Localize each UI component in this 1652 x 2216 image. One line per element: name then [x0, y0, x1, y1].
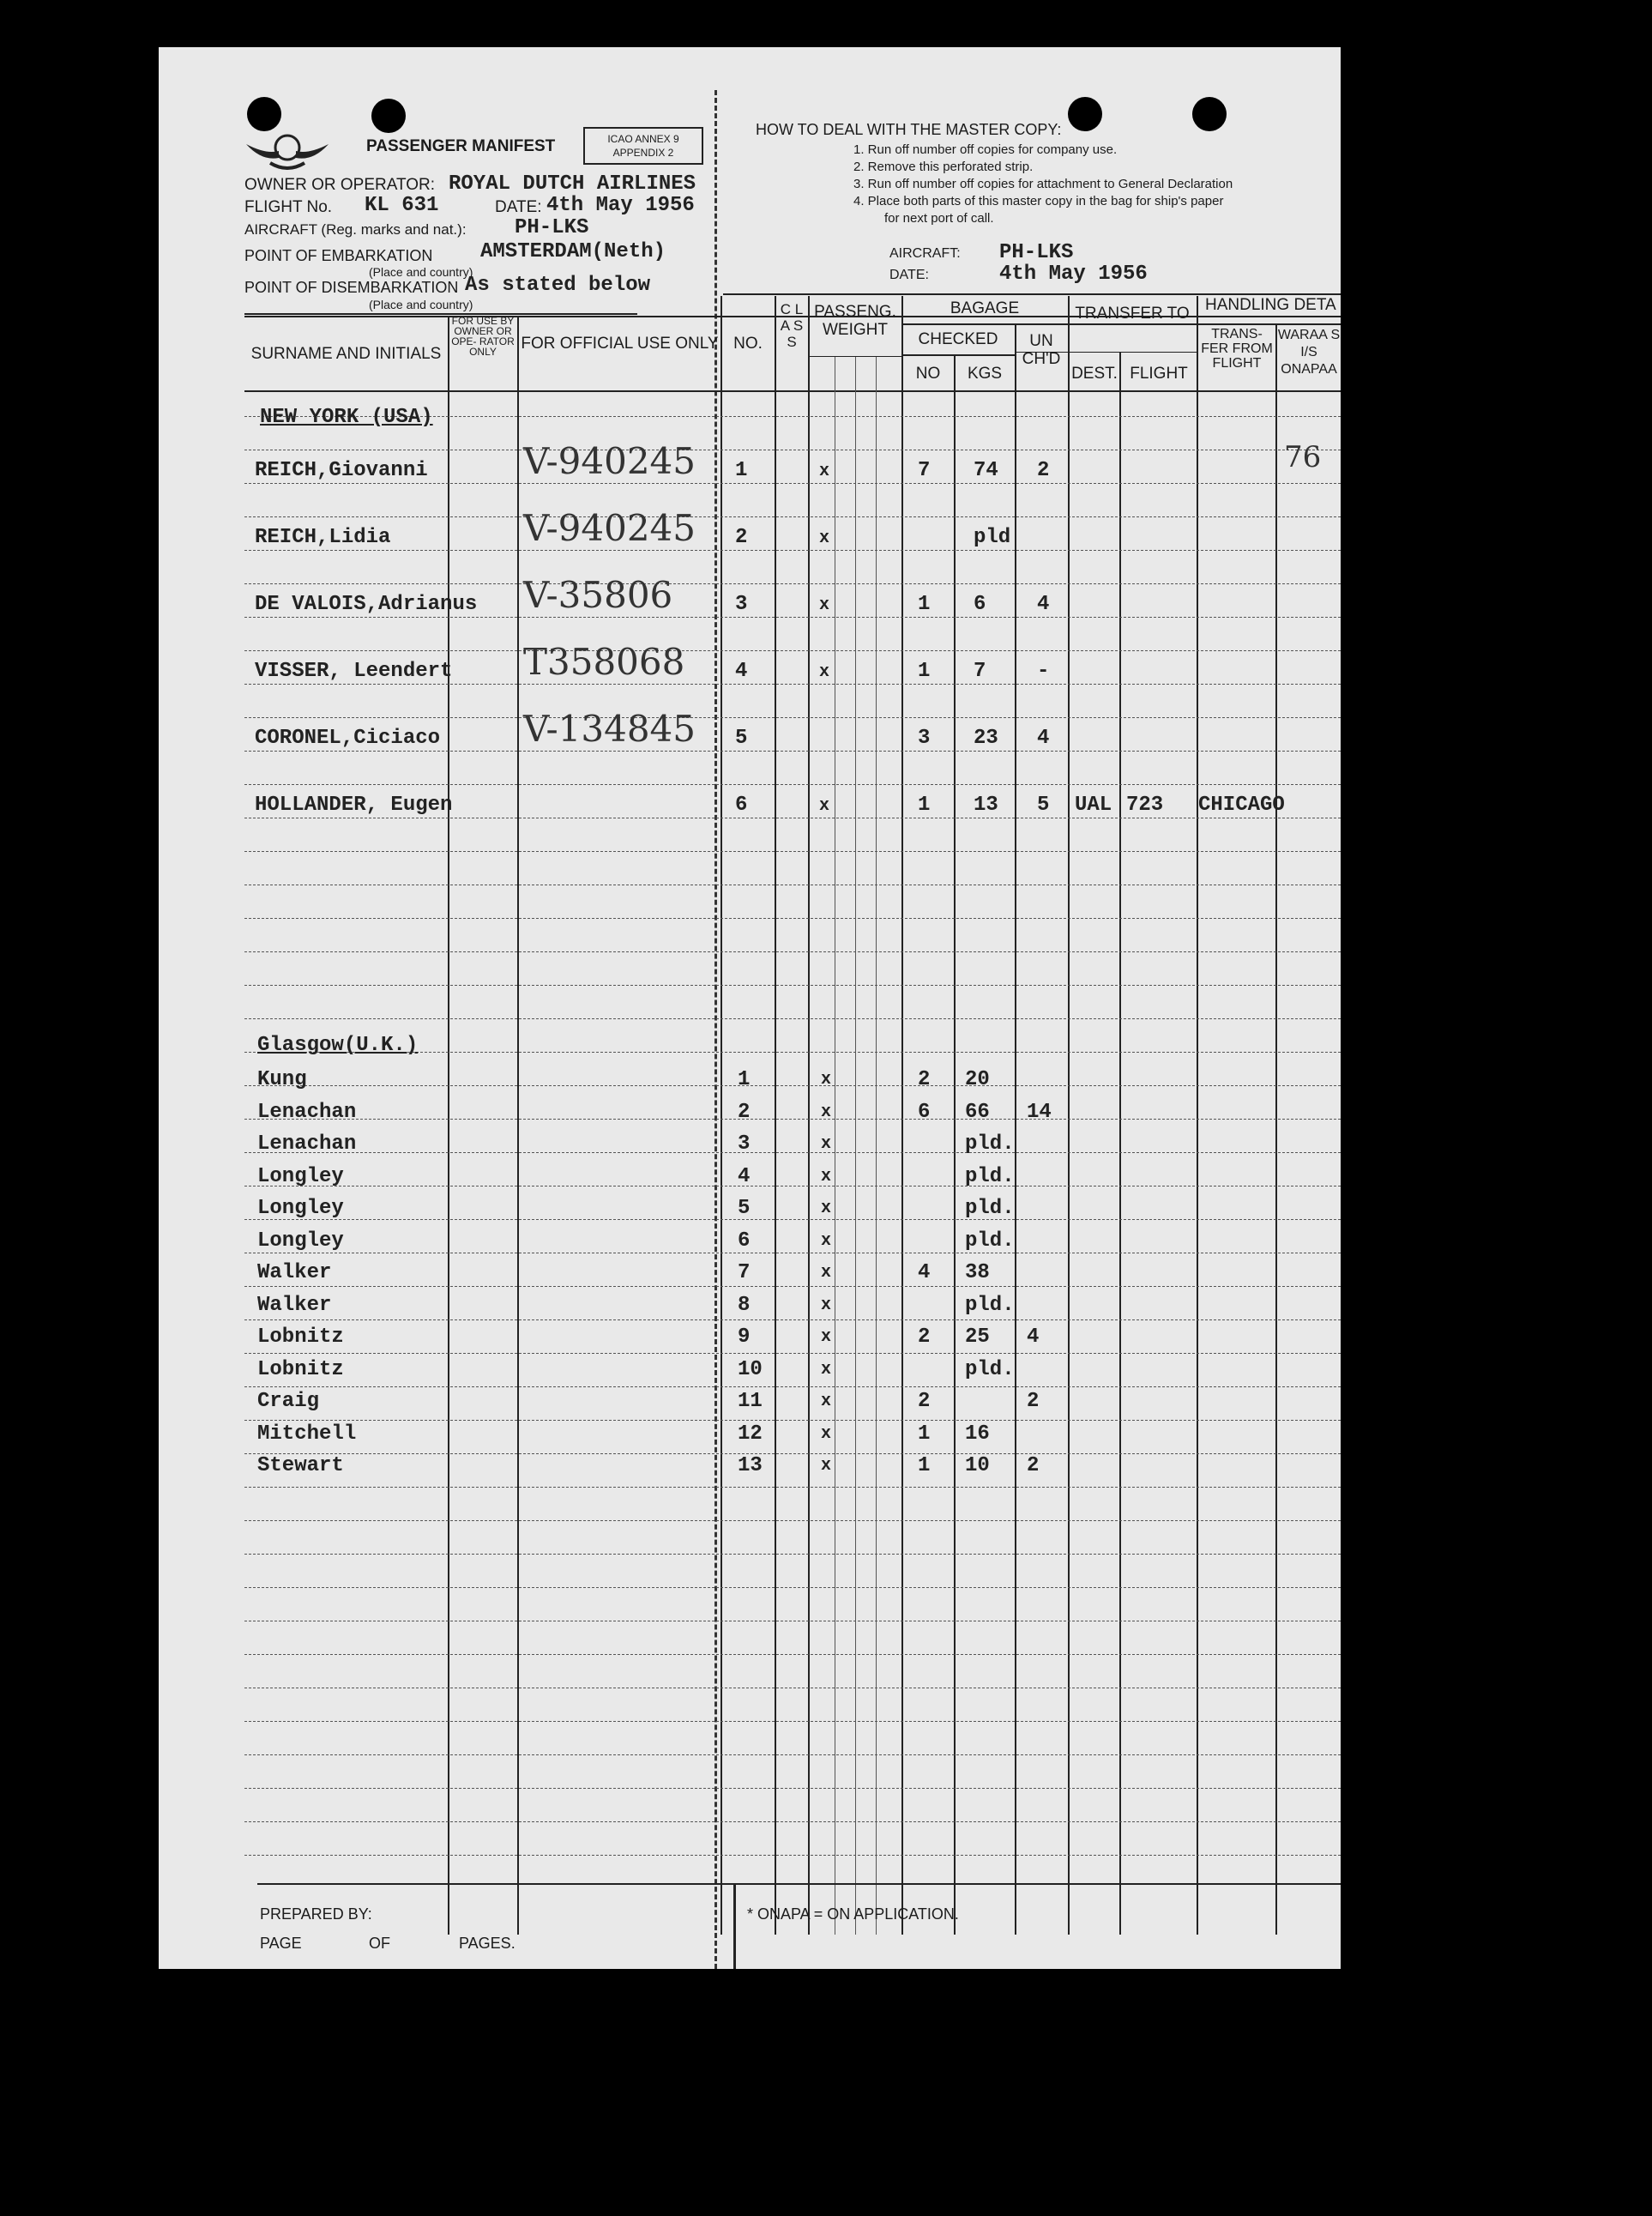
col-line — [1197, 296, 1198, 1935]
official-number: V-940245 — [523, 507, 696, 549]
col-line — [720, 296, 722, 1935]
col-line — [1275, 323, 1277, 1935]
icao-box: ICAO ANNEX 9 APPENDIX 2 — [583, 127, 703, 165]
passenger-name: REICH,Lidia — [255, 526, 391, 549]
passenger-no: 1 — [738, 1068, 751, 1091]
pages-label: PAGES. — [459, 1935, 515, 1952]
col-trans-from: TRANS- FER FROM FLIGHT — [1201, 327, 1273, 371]
bag-count: 1 — [918, 1454, 931, 1477]
place-country-note: (Place and country) — [369, 265, 473, 279]
bag-count: 2 — [918, 1068, 931, 1091]
row-guide-line — [244, 717, 1341, 718]
aircraft-value: PH-LKS — [515, 216, 589, 239]
transfer-flight: 723 — [1126, 794, 1164, 817]
section-heading: Glasgow(U.K.) — [257, 1034, 419, 1057]
flight-value: KL 631 — [365, 194, 439, 217]
flight-label: FLIGHT No. — [244, 198, 333, 216]
section-heading: NEW YORK (USA) — [260, 406, 433, 429]
punch-hole — [247, 97, 281, 131]
instr-aircraft-value: PH-LKS — [999, 241, 1074, 264]
page-label: PAGE — [260, 1935, 302, 1952]
passenger-name: Lenachan — [257, 1132, 357, 1156]
weight-mark: x — [821, 1166, 832, 1186]
passenger-no: 1 — [735, 459, 748, 482]
row-guide-line — [244, 1353, 1341, 1354]
bag-count: 2 — [918, 1390, 931, 1413]
bag-unchecked: 2 — [1027, 1454, 1040, 1477]
weight-mark: x — [819, 595, 830, 615]
embark-value: AMSTERDAM(Neth) — [480, 240, 666, 263]
col-line — [1119, 353, 1121, 1935]
row-guide-line — [244, 684, 1341, 685]
row-guide-line — [244, 516, 1341, 517]
col-flight: FLIGHT — [1130, 365, 1188, 383]
row-guide-line — [244, 650, 1341, 651]
weight-mark: x — [821, 1102, 832, 1122]
passenger-no: 3 — [738, 1132, 751, 1156]
col-waraa: WARAA S I/S ONAPAA — [1277, 328, 1341, 377]
instr-date-label: DATE: — [889, 268, 929, 282]
date-label: DATE: — [495, 198, 542, 216]
instr-aircraft-label: AIRCRAFT: — [889, 246, 961, 261]
bag-kgs: pld. — [965, 1229, 1015, 1253]
col-dest: DEST. — [1071, 365, 1118, 383]
aircraft-label: AIRCRAFT (Reg. marks and nat.): — [244, 221, 467, 238]
divider — [808, 356, 901, 357]
col-bag-no: NO — [915, 365, 941, 383]
official-number: V-134845 — [523, 708, 696, 750]
passenger-name: VISSER, Leendert — [255, 660, 453, 683]
row-guide-line — [244, 1119, 1341, 1120]
row-guide-line — [244, 1654, 1341, 1655]
col-kgs: KGS — [967, 365, 1003, 383]
bag-kgs: 74 — [974, 459, 998, 482]
col-checked: CHECKED — [918, 330, 998, 348]
bag-kgs: 66 — [965, 1100, 990, 1124]
col-line — [1068, 296, 1070, 1935]
passenger-name: Longley — [257, 1229, 344, 1253]
divider — [244, 313, 637, 315]
bag-unchecked: 2 — [1027, 1390, 1040, 1413]
bag-kgs: pld. — [965, 1357, 1015, 1381]
divider — [901, 323, 1341, 325]
row-guide-line — [244, 1554, 1341, 1555]
handling-number: 76 — [1284, 440, 1322, 474]
col-surname: SURNAME AND INITIALS — [250, 345, 442, 363]
instruction-item: 3. Run off number off copies for attachment to General Declaration — [853, 177, 1233, 191]
punch-hole — [1068, 97, 1102, 131]
row-guide-line — [244, 918, 1341, 919]
disembark-value: As stated below — [465, 274, 651, 297]
table-header-bottom — [244, 390, 1341, 392]
row-guide-line — [244, 1152, 1341, 1153]
transfer-dest: UAL — [1075, 794, 1112, 817]
bag-kgs: 25 — [965, 1325, 990, 1349]
row-guide-line — [244, 784, 1341, 785]
passenger-name: DE VALOIS,Adrianus — [255, 593, 478, 616]
bag-unchecked: 4 — [1037, 727, 1050, 750]
bag-count: 3 — [918, 727, 931, 750]
bag-unchecked: 4 — [1027, 1325, 1040, 1349]
row-guide-line — [244, 751, 1341, 752]
weight-mark: x — [821, 1456, 832, 1476]
passenger-name: HOLLANDER, Eugen — [255, 794, 453, 817]
passenger-no: 6 — [738, 1229, 751, 1253]
col-no: NO. — [733, 335, 763, 353]
weight-mark: x — [821, 1134, 832, 1154]
row-guide-line — [244, 1855, 1341, 1856]
passenger-no: 13 — [738, 1454, 763, 1477]
official-number: V-940245 — [523, 440, 696, 482]
row-guide-line — [244, 1219, 1341, 1220]
bag-count: 2 — [918, 1325, 931, 1349]
row-guide-line — [244, 483, 1341, 484]
instructions-list — [853, 142, 1341, 227]
passenger-no: 2 — [738, 1100, 751, 1124]
weight-mark: x — [821, 1199, 832, 1218]
bag-kgs: 7 — [974, 660, 986, 683]
weight-mark: x — [821, 1392, 832, 1411]
bag-count: 6 — [918, 1100, 931, 1124]
bag-kgs: 23 — [974, 727, 998, 750]
instr-date-value: 4th May 1956 — [999, 263, 1148, 286]
passenger-no: 5 — [738, 1197, 751, 1220]
onapa-note: * ONAPA = ON APPLICATION. — [747, 1905, 959, 1923]
bag-kgs: 6 — [974, 593, 986, 616]
passenger-no: 11 — [738, 1390, 763, 1413]
row-guide-line — [244, 550, 1341, 551]
passenger-name: CORONEL,Ciciaco — [255, 727, 441, 750]
bag-unchecked: 2 — [1037, 459, 1050, 482]
bag-count: 1 — [918, 794, 931, 817]
bag-kgs: 20 — [965, 1068, 990, 1091]
weight-mark: x — [819, 662, 830, 682]
row-guide-line — [244, 583, 1341, 584]
passenger-name: Longley — [257, 1197, 344, 1220]
instruction-item: for next port of call. — [884, 211, 994, 226]
passenger-no: 9 — [738, 1325, 751, 1349]
date-value: 4th May 1956 — [546, 194, 695, 217]
row-guide-line — [244, 851, 1341, 852]
passenger-name: Kung — [257, 1068, 307, 1091]
col-line — [808, 296, 810, 1935]
instructions-title: HOW TO DEAL WITH THE MASTER COPY: — [756, 121, 1062, 138]
transfer-from: CHICAGO — [1198, 794, 1285, 817]
embark-label: POINT OF EMBARKATION — [244, 247, 433, 264]
col-line — [517, 316, 519, 1935]
passenger-no: 3 — [735, 593, 748, 616]
weight-mark: x — [821, 1263, 832, 1283]
col-handling: HANDLING DETA — [1205, 296, 1336, 314]
row-guide-line — [244, 985, 1341, 986]
weight-mark: x — [819, 462, 830, 481]
bag-kgs: 16 — [965, 1422, 990, 1446]
manifest-page — [159, 47, 1341, 1969]
passenger-name: Stewart — [257, 1454, 344, 1477]
row-guide-line — [244, 1788, 1341, 1789]
passenger-name: REICH,Giovanni — [255, 459, 428, 482]
instruction-item: 1. Run off number off copies for company use. — [853, 142, 1118, 157]
col-line — [876, 356, 877, 1935]
passenger-no: 7 — [738, 1261, 751, 1284]
punch-hole — [371, 99, 406, 133]
bag-kgs: pld. — [965, 1293, 1015, 1317]
bag-unchecked: - — [1037, 660, 1050, 683]
weight-mark: x — [819, 528, 830, 548]
weight-mark: x — [821, 1423, 832, 1444]
bag-count: 1 — [918, 593, 931, 616]
bag-unchecked: 14 — [1027, 1100, 1052, 1124]
weight-mark: x — [821, 1295, 832, 1315]
row-guide-line — [244, 617, 1341, 618]
row-guide-line — [244, 1487, 1341, 1488]
weight-mark: x — [819, 796, 830, 816]
row-guide-line — [244, 951, 1341, 952]
bag-kgs: pld — [974, 526, 1011, 549]
passenger-name: Mitchell — [257, 1422, 357, 1446]
col-line — [1015, 323, 1016, 1935]
row-guide-line — [244, 1085, 1341, 1086]
weight-mark: x — [821, 1230, 832, 1251]
col-class: C L A S S — [780, 301, 804, 350]
passenger-name: Lobnitz — [257, 1357, 344, 1381]
bag-count: 4 — [918, 1261, 931, 1284]
passenger-no: 10 — [738, 1357, 763, 1381]
row-guide-line — [244, 1821, 1341, 1822]
passenger-name: Walker — [257, 1261, 332, 1284]
row-guide-line — [244, 1587, 1341, 1588]
instruction-item: 2. Remove this perforated strip. — [853, 160, 1034, 174]
col-line — [775, 296, 776, 1935]
weight-mark: x — [821, 1327, 832, 1347]
passenger-no: 5 — [735, 727, 748, 750]
col-unchd: UN CH'D — [1022, 332, 1061, 368]
bag-kgs: 10 — [965, 1454, 990, 1477]
passenger-no: 4 — [738, 1164, 751, 1188]
row-guide-line — [244, 1420, 1341, 1421]
col-weight: PASSENG. WEIGHT — [814, 303, 896, 339]
col-line — [855, 356, 856, 1935]
official-number: V-35806 — [523, 574, 673, 616]
place-country-note: (Place and country) — [369, 298, 473, 311]
official-number: T358068 — [523, 641, 685, 683]
row-guide-line — [244, 1721, 1341, 1722]
prepared-by-label: PREPARED BY: — [260, 1905, 372, 1923]
passenger-name: Craig — [257, 1390, 320, 1413]
klm-logo-icon — [244, 129, 330, 176]
col-baggage: BAGAGE — [950, 299, 1020, 317]
col-line — [448, 316, 449, 1935]
passenger-no: 2 — [735, 526, 748, 549]
passenger-name: Lenachan — [257, 1100, 357, 1124]
weight-mark: x — [821, 1070, 832, 1090]
weight-mark: x — [821, 1359, 832, 1380]
row-guide-line — [244, 1386, 1341, 1387]
row-guide-line — [244, 1754, 1341, 1755]
bag-unchecked: 5 — [1037, 794, 1050, 817]
manifest-title: PASSENGER MANIFEST — [366, 137, 556, 155]
row-guide-line — [244, 1018, 1341, 1019]
row-guide-line — [244, 1319, 1341, 1320]
col-owner-use: FOR USE BY OWNER OR OPE- RATOR ONLY — [451, 315, 515, 358]
of-label: OF — [369, 1935, 390, 1952]
passenger-no: 4 — [735, 660, 748, 683]
bag-count: 1 — [918, 1422, 931, 1446]
col-line — [954, 354, 956, 1935]
bag-kgs: pld. — [965, 1197, 1015, 1220]
bag-kgs: 13 — [974, 794, 998, 817]
col-official: FOR OFFICIAL USE ONLY — [521, 335, 719, 353]
instruction-item: 4. Place both parts of this master copy in the bag for ship's paper — [853, 194, 1224, 208]
passenger-no: 8 — [738, 1293, 751, 1317]
bag-kgs: 38 — [965, 1261, 990, 1284]
divider — [723, 293, 1341, 295]
passenger-no: 12 — [738, 1422, 763, 1446]
bag-kgs: pld. — [965, 1132, 1015, 1156]
passenger-name: Lobnitz — [257, 1325, 344, 1349]
owner-value: ROYAL DUTCH AIRLINES — [449, 172, 696, 196]
punch-hole — [1192, 97, 1227, 131]
bag-count: 7 — [918, 459, 931, 482]
col-line — [901, 296, 903, 1935]
row-guide-line — [244, 1520, 1341, 1521]
row-guide-line — [244, 1286, 1341, 1287]
bag-kgs: pld. — [965, 1164, 1015, 1188]
bag-count: 1 — [918, 660, 931, 683]
passenger-no: 6 — [735, 794, 748, 817]
footer-divider — [733, 1883, 736, 1969]
col-transfer: TRANSFER TO — [1075, 305, 1190, 323]
passenger-name: Longley — [257, 1164, 344, 1188]
footer-line — [257, 1883, 1341, 1885]
disembark-label: POINT OF DISEMBARKATION — [244, 279, 459, 296]
row-guide-line — [244, 1453, 1341, 1454]
owner-label: OWNER OR OPERATOR: — [244, 176, 436, 194]
bag-unchecked: 4 — [1037, 593, 1050, 616]
passenger-name: Walker — [257, 1293, 332, 1317]
divider — [901, 354, 1015, 356]
